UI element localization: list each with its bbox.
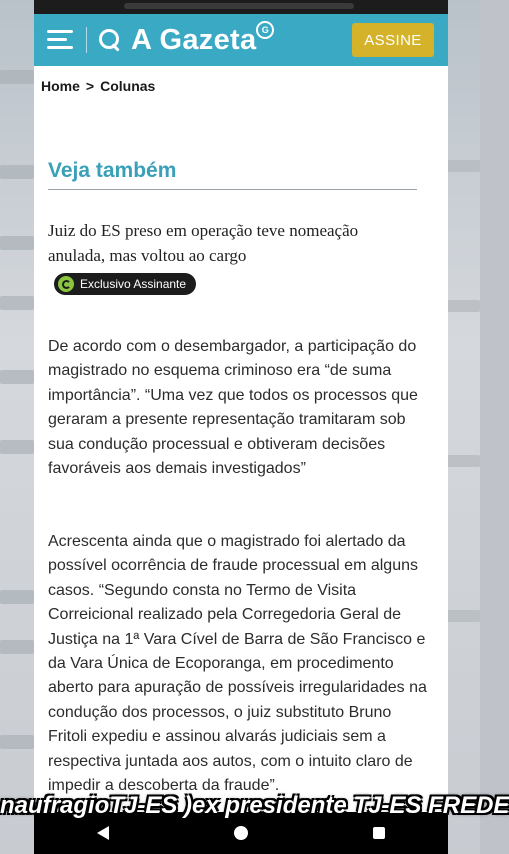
breadcrumb-home[interactable]: Home bbox=[41, 78, 80, 94]
background-shape bbox=[0, 236, 34, 250]
background-blur-right bbox=[446, 0, 480, 854]
background-shape bbox=[0, 370, 34, 384]
background-shape bbox=[446, 610, 480, 622]
search-icon[interactable] bbox=[99, 29, 121, 51]
subscribe-button[interactable]: ASSINE bbox=[352, 23, 434, 57]
background-shape bbox=[0, 165, 34, 179]
site-header bbox=[34, 14, 448, 66]
see-also-title: Veja também bbox=[48, 159, 177, 182]
background-shape bbox=[446, 455, 480, 467]
site-logo-text: A Gazeta bbox=[131, 23, 257, 56]
article-paragraph: Acrescenta ainda que o magistrado foi alertado da possível ocorrência de fraude processual em alguns casos. “Segundo consta no Termo de Visita Correicional realizado pela Corregedoria Geral de Justiça na 1ª Vara Cível de Barra de São Francisco e da Vara Única de Ecoporanga, em procedimento aberto para apuração de possíveis irregularidades na condução dos processos, o juiz substituto Bruno Fritoli expediu e assinou alvarás judiciais sem a respectiva juntada aos autos, com o intuito claro de impedir a descoberta da fraude”. bbox=[48, 533, 427, 795]
breadcrumb bbox=[41, 78, 155, 94]
status-bar bbox=[34, 0, 448, 14]
background-shape bbox=[446, 300, 480, 312]
related-article-link[interactable]: Juiz do ES preso em operação teve nomeação anulada, mas voltou ao cargo bbox=[48, 221, 359, 265]
background-blur-left bbox=[0, 0, 34, 854]
menu-icon[interactable] bbox=[47, 30, 73, 50]
background-shape bbox=[0, 590, 34, 604]
background-shape bbox=[0, 640, 34, 654]
article-paragraph: De acordo com o desembargador, a participação do magistrado no esquema criminoso era “de suma importância”. “Uma vez que todos os processos que geraram a presente representação tramitaram sob sua condução processual e obtiveram decisões favoráveis aos demais investigados” bbox=[48, 338, 418, 478]
gazeta-g-icon bbox=[58, 276, 74, 292]
background-shape bbox=[0, 735, 34, 749]
site-logo[interactable] bbox=[131, 23, 270, 57]
video-caption-overlay: naufragioTJ-ES )ex presidente TJ-ES FREDE bbox=[0, 792, 509, 819]
home-icon[interactable] bbox=[234, 826, 248, 840]
header-divider bbox=[86, 27, 87, 53]
recent-apps-icon[interactable] bbox=[373, 827, 385, 839]
badge-label: Exclusivo Assinante bbox=[80, 277, 187, 291]
status-bar-shape bbox=[124, 3, 354, 9]
background-shape bbox=[0, 70, 34, 84]
background-shape bbox=[0, 296, 34, 310]
logo-mark-icon: G bbox=[256, 21, 274, 39]
breadcrumb-current[interactable]: Colunas bbox=[100, 78, 156, 94]
back-icon[interactable] bbox=[97, 826, 109, 840]
background-shape bbox=[0, 440, 34, 454]
section-divider bbox=[48, 189, 417, 190]
background-shape bbox=[446, 160, 480, 172]
breadcrumb-separator: > bbox=[85, 78, 95, 94]
exclusive-subscriber-badge bbox=[54, 273, 196, 295]
